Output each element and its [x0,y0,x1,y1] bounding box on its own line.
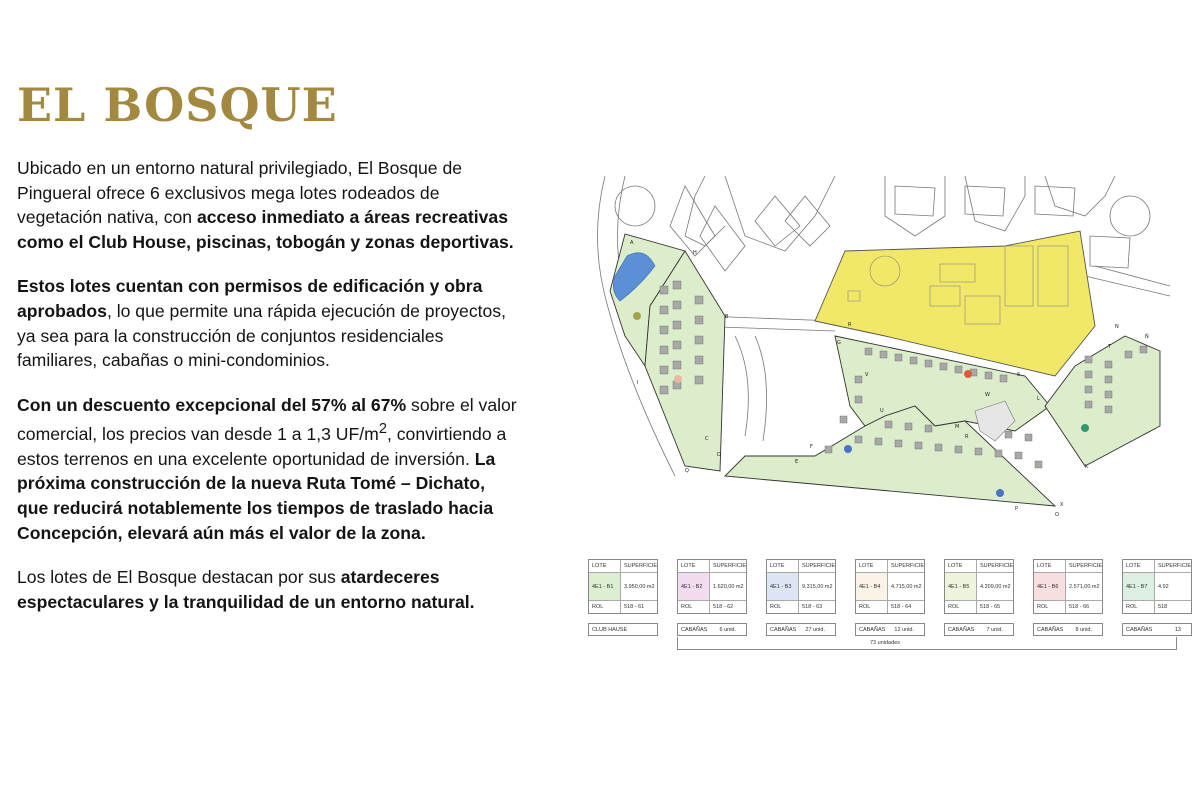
lot-area: 4.715,00 m2 [891,583,922,590]
paragraph-sunsets [17,565,517,614]
lot-head-label: LOTE [1123,560,1155,572]
svg-text:F: F [810,444,813,450]
lot-card [1033,559,1103,636]
paragraph-location [17,156,517,254]
rol-label: ROL [856,601,888,613]
lot-id: 4E1 - B1 [589,573,621,600]
p4-bold: atardeceres espectaculares y la tranquilidad de un entorno natural. [17,567,475,612]
lot-rol: 518 - 62 [713,604,734,610]
lot-head-label: LOTE [678,560,710,572]
lot-usage [944,623,1014,636]
svg-text:R: R [848,322,852,328]
lot-rol: 518 [1158,604,1168,610]
paragraph-discount [17,393,517,545]
area-head-label: SUPERFICIE [623,563,657,569]
svg-text:Ñ: Ñ [1145,334,1149,340]
area-head-label: SUPERFICIE [890,563,924,569]
rol-label: ROL [589,601,621,613]
lot-id: 4E1 - B2 [678,573,710,600]
lot-usage [1033,623,1103,636]
description [17,156,517,634]
lot-info-box [677,559,747,614]
lot-rol: 518 - 63 [802,604,823,610]
lot-rol: 518 - 65 [980,604,1001,610]
svg-text:D: D [717,452,721,458]
lot-area: 3.950,00 m2 [624,583,655,590]
lot-usage [1122,623,1192,636]
svg-text:H: H [693,250,697,256]
svg-text:N: N [1115,324,1119,330]
svg-text:V: V [865,372,869,378]
svg-text:X: X [1060,502,1064,508]
lot-card [588,559,658,636]
lot-area: 9.315,00 m2 [802,583,833,590]
lot-id: 4E1 - B5 [945,573,977,600]
svg-text:L: L [1037,396,1040,402]
page-title: EL BOSQUE [17,78,338,132]
lot-usage-label: CABAÑAS [1126,626,1153,633]
p2-text: , lo que permite una rápida ejecución de proyectos, ya sea para la construcción de conjuntos residenciales familiares, cabañas o mini-condominios. [17,300,506,371]
svg-text:W: W [985,392,990,398]
svg-text:R: R [965,434,969,440]
lot-usage [766,623,836,636]
svg-text:I: I [637,380,639,386]
rol-label: ROL [945,601,977,613]
p3-superscript: 2 [378,421,387,438]
lot-area: 1.620,00 m2 [713,583,744,590]
p2-bold: Estos lotes cuentan con permisos de edificación y obra aprobados [17,276,483,321]
svg-text:O: O [1055,512,1059,518]
lot-head-label: LOTE [1034,560,1066,572]
lot-head-label: LOTE [589,560,621,572]
lot-info-box [1122,559,1192,614]
p1-text: Ubicado en un entorno natural privilegiado, El Bosque de Pingueral ofrece 6 exclusivos mega lotes rodeados de vegetación nativa, con [17,158,463,228]
lot-usage [855,623,925,636]
svg-text:S: S [1017,372,1021,378]
lot-usage-label: CABAÑAS [859,626,886,633]
svg-text:B: B [725,314,729,320]
rol-label: ROL [1034,601,1066,613]
lot-card [855,559,925,636]
lot-rol: 518 - 64 [891,604,912,610]
svg-text:T: T [1108,344,1112,350]
svg-text:Q: Q [685,468,689,474]
svg-text:U: U [880,408,884,414]
lot-head-label: LOTE [945,560,977,572]
lot-info-box [766,559,836,614]
lot-card [944,559,1014,636]
svg-text:A: A [630,240,634,246]
lot-area: 2.571,00 m2 [1069,583,1100,590]
svg-text:C: C [705,436,709,442]
area-head-label: SUPERFICIE [712,563,746,569]
lot-units: 8 unid. [1075,626,1092,633]
lot-id: 4E1 - B7 [1123,573,1155,600]
lot-area: 4.92 [1158,583,1169,590]
area-head-label: SUPERFICIE [1157,563,1191,569]
lot-usage-label: CABAÑAS [681,626,708,633]
lot-usage [677,623,747,636]
total-units: 73 unidades [677,637,1177,650]
lot-units: 12 unid. [894,626,914,633]
lot-usage-label: CABAÑAS [770,626,797,633]
lot-info-box [944,559,1014,614]
area-head-label: SUPERFICIE [1068,563,1102,569]
lot-units: 7 unid. [986,626,1003,633]
p3-bold-2: La próxima construcción de la nueva Ruta Tomé – Dichato, que reducirá notablemente los tiempos de traslado hacia Concepción, elevará aún más el valor de la zona. [17,448,496,543]
rol-label: ROL [1123,601,1155,613]
lot-usage-label: CABAÑAS [948,626,975,633]
lot-id: 4E1 - B4 [856,573,888,600]
lot-usage [588,623,658,636]
p3-bold: Con un descuento excepcional del 57% al 67% [17,394,407,415]
p3-text: sobre el valor comercial, los precios van desde 1 a 1,3 UF/m [17,394,517,445]
lot-id: 4E1 - B3 [767,573,799,600]
area-head-label: SUPERFICIE [801,563,835,569]
lot-info-box [588,559,658,614]
lot-area: 4.209,00 m2 [980,583,1011,590]
svg-text:E: E [795,459,799,465]
p3-text-2: , convirtiendo a estos terrenos en una excelente oportunidad de inversión. [17,424,507,469]
svg-text:K: K [1085,464,1089,470]
svg-text:M: M [955,424,960,430]
lot-units: 6 unid. [719,626,736,633]
rol-label: ROL [767,601,799,613]
lot-card [1122,559,1192,636]
area-head-label: SUPERFICIE [979,563,1013,569]
lot-card [677,559,747,636]
lot-units: 13 [1174,626,1181,633]
lot-info-box [1033,559,1103,614]
lot-info-box [855,559,925,614]
lot-rol: 518 - 66 [1069,604,1090,610]
svg-text:G: G [837,340,841,346]
lot-id: 4E1 - B6 [1034,573,1066,600]
lot-head-label: LOTE [767,560,799,572]
lot-usage-label: CLUB HAUSE [592,626,628,633]
paragraph-permits [17,274,517,372]
lot-units: 27 unid. [805,626,825,633]
p4-text: Los lotes de El Bosque destacan por sus [17,567,341,588]
lot-usage-label: CABAÑAS [1037,626,1064,633]
lot-rol: 518 - 61 [624,604,645,610]
p1-bold: acceso inmediato a áreas recreativas como el Club House, piscinas, tobogán y zonas deportivas. [17,207,514,252]
site-plan-map [585,176,1170,536]
svg-text:P: P [1015,506,1019,512]
lot-card [766,559,836,636]
rol-label: ROL [678,601,710,613]
lot-head-label: LOTE [856,560,888,572]
